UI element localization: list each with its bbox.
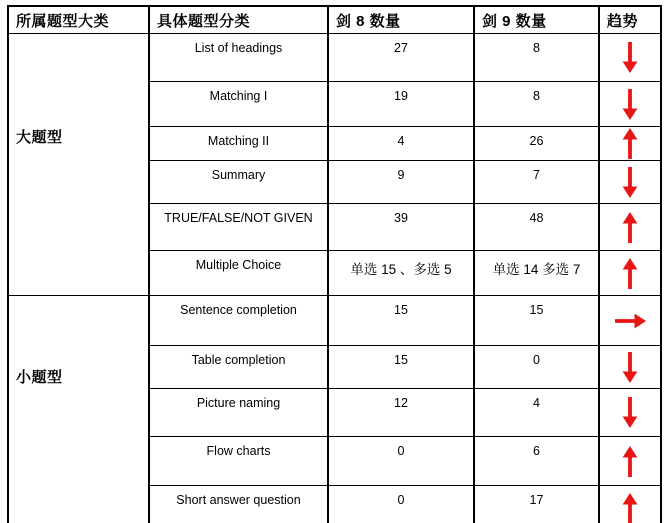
- jian8-count-cell: 单选 15 、多选 5: [328, 251, 474, 296]
- trend-right-icon: [614, 310, 647, 332]
- question-type-cell: Short answer question: [149, 486, 328, 523]
- question-type-cell: List of headings: [149, 34, 328, 82]
- trend-up-icon: [619, 127, 641, 160]
- question-type-cell: TRUE/FALSE/NOT GIVEN: [149, 204, 328, 251]
- trend-up-icon: [619, 211, 641, 244]
- trend-up-icon: [619, 492, 641, 523]
- jian8-count-cell: 9: [328, 161, 474, 204]
- jian8-count-cell: 15: [328, 296, 474, 346]
- jian9-count-cell: 48: [474, 204, 599, 251]
- table-header: [8, 6, 661, 34]
- trend-up-icon: [619, 257, 641, 290]
- question-type-cell: Matching I: [149, 82, 328, 127]
- trend-cell: [599, 161, 661, 204]
- jian9-count-cell: 17: [474, 486, 599, 523]
- trend-cell: [599, 34, 661, 82]
- jian8-count-cell: 27: [328, 34, 474, 82]
- jian8-count-cell: 12: [328, 389, 474, 437]
- trend-cell: [599, 204, 661, 251]
- header-jian9-count: 剑 9 数量: [474, 6, 599, 34]
- header-row: [8, 6, 661, 34]
- question-type-comparison-table: [7, 5, 662, 523]
- trend-cell: [599, 389, 661, 437]
- trend-down-icon: [619, 396, 641, 429]
- jian9-count-cell: 26: [474, 127, 599, 161]
- jian8-count-cell: 39: [328, 204, 474, 251]
- jian9-count-cell: 7: [474, 161, 599, 204]
- header-trend: 趋势: [599, 6, 661, 34]
- table-row: [8, 34, 661, 82]
- jian9-count-cell: 8: [474, 82, 599, 127]
- question-type-cell: Matching II: [149, 127, 328, 161]
- jian9-count-cell: 4: [474, 389, 599, 437]
- category-group-label: 大题型: [8, 34, 149, 296]
- jian8-count-cell: 19: [328, 82, 474, 127]
- jian9-count-cell: 0: [474, 346, 599, 389]
- header-question-type: 具体题型分类: [149, 6, 328, 34]
- trend-cell: [599, 437, 661, 486]
- question-type-cell: Multiple Choice: [149, 251, 328, 296]
- trend-down-icon: [619, 351, 641, 384]
- trend-down-icon: [619, 41, 641, 74]
- question-type-cell: Summary: [149, 161, 328, 204]
- jian9-count-cell: 单选 14 多选 7: [474, 251, 599, 296]
- jian9-count-cell: 6: [474, 437, 599, 486]
- question-type-cell: Sentence completion: [149, 296, 328, 346]
- jian8-count-cell: 0: [328, 437, 474, 486]
- jian8-count-cell: 4: [328, 127, 474, 161]
- category-group-label: 小题型: [8, 296, 149, 523]
- table-row: [8, 296, 661, 346]
- trend-down-icon: [619, 88, 641, 121]
- trend-cell: [599, 82, 661, 127]
- trend-cell: [599, 346, 661, 389]
- jian9-count-cell: 8: [474, 34, 599, 82]
- trend-up-icon: [619, 445, 641, 478]
- trend-down-icon: [619, 166, 641, 199]
- question-type-cell: Picture naming: [149, 389, 328, 437]
- trend-cell: [599, 296, 661, 346]
- question-type-table-wrap: [7, 5, 662, 523]
- trend-cell: [599, 251, 661, 296]
- trend-cell: [599, 486, 661, 523]
- table-body: [8, 34, 661, 523]
- jian9-count-cell: 15: [474, 296, 599, 346]
- question-type-cell: Table completion: [149, 346, 328, 389]
- header-jian8-count: 剑 8 数量: [328, 6, 474, 34]
- jian8-count-cell: 15: [328, 346, 474, 389]
- header-category: 所属题型大类: [8, 6, 149, 34]
- jian8-count-cell: 0: [328, 486, 474, 523]
- trend-cell: [599, 127, 661, 161]
- question-type-cell: Flow charts: [149, 437, 328, 486]
